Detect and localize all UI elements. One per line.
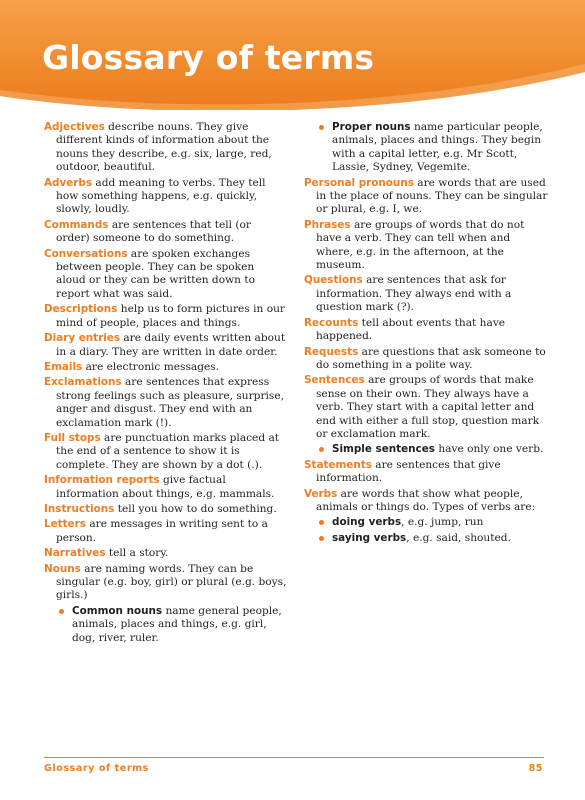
definition: are sentences that ask for information. They always end with a question mark (?).	[316, 274, 512, 314]
term: Nouns	[44, 562, 81, 575]
term: Adjectives	[44, 121, 105, 133]
glossary-left-column	[44, 121, 287, 647]
definition: are groups of words that do not have a verb. They can tell when and where, e.g. in the afternoon, at the museum.	[316, 218, 525, 272]
definition: are sentences that express strong feelings such as pleasure, surprise, anger and disgust. They end with an exclamation mark (!).	[56, 376, 284, 429]
glossary-right-column	[304, 121, 550, 547]
sub-term: Simple sentences	[332, 443, 435, 456]
term: Information reports	[44, 474, 160, 487]
glossary-entry	[44, 376, 287, 430]
definition: help us to form pictures in our mind of people, places and things.	[56, 303, 285, 329]
sub-term: Proper nouns	[332, 121, 411, 133]
definition: describe nouns. They give different kinds of information about the nouns they describe, e.g. six, large, red, outdoor, beautiful.	[56, 121, 272, 174]
glossary-entry	[44, 547, 287, 560]
sub-term: saying verbs	[332, 531, 407, 544]
glossary-entry	[304, 177, 550, 217]
glossary-entry	[304, 219, 550, 273]
term: Personal pronouns	[304, 176, 414, 189]
definition: , e.g. jump, run	[401, 516, 484, 529]
definition: are messages in writing sent to a person.	[56, 518, 268, 544]
term: Instructions	[44, 502, 115, 515]
term: Full stops	[44, 431, 101, 444]
bullet-dot-icon	[319, 536, 324, 541]
glossary-entry	[44, 303, 287, 330]
glossary-entry	[44, 432, 287, 472]
glossary-sub-entry	[56, 605, 287, 645]
definition: are groups of words that make sense on their own. They always have a verb. They start with a capital letter and end with either a full stop, question mark or exclamation mark.	[316, 374, 540, 440]
page-title: Glossary of terms	[42, 38, 375, 77]
glossary-sub-entry	[316, 443, 550, 456]
definition: are electronic messages.	[82, 360, 220, 373]
glossary-sub-entry	[316, 121, 550, 175]
term: Narratives	[44, 547, 106, 560]
glossary-entry	[304, 488, 550, 515]
sub-term: doing verbs	[332, 516, 402, 529]
term: Diary entries	[44, 332, 121, 345]
glossary-entry	[44, 503, 287, 516]
glossary-entry	[304, 459, 550, 486]
term: Exclamations	[44, 376, 122, 389]
bullet-dot-icon	[59, 609, 64, 614]
glossary-entry	[304, 317, 550, 344]
sub-term: Common nouns	[72, 604, 163, 617]
glossary-entry	[304, 346, 550, 373]
term: Letters	[44, 518, 86, 531]
definition: are naming words. They can be singular (e.g. boy, girl) or plural (e.g. boys, girls.)	[56, 562, 287, 602]
definition: are sentences that give information.	[316, 458, 501, 485]
glossary-entry	[44, 563, 287, 603]
term: Requests	[304, 345, 359, 358]
definition: are sentences that tell (or order) someone to do something.	[56, 218, 251, 245]
term: Questions	[304, 274, 363, 287]
term: Commands	[44, 218, 109, 231]
term: Conversations	[44, 247, 128, 260]
glossary-entry	[304, 274, 550, 314]
bullet-dot-icon	[319, 447, 324, 452]
term: Statements	[304, 458, 372, 471]
definition: are spoken exchanges between people. They can be spoken aloud or they can be written down to report what was said.	[56, 247, 255, 300]
glossary-entry	[44, 474, 287, 501]
term: Sentences	[304, 374, 365, 387]
glossary-entry	[44, 219, 287, 246]
definition: have only one verb.	[434, 443, 544, 456]
term: Emails	[44, 360, 83, 373]
term: Descriptions	[44, 303, 118, 316]
glossary-entry	[44, 361, 287, 374]
definition: , e.g. said, shouted.	[406, 531, 511, 544]
definition: are words that are used in the place of nouns. They can be singular or plural, e.g. I, we.	[316, 176, 548, 216]
glossary-entry	[44, 248, 287, 302]
glossary-sub-entry	[316, 516, 550, 529]
glossary-entry	[44, 332, 287, 359]
definition: tell you how to do something.	[114, 502, 277, 515]
definition: add meaning to verbs. They tell how something happens, e.g. quickly, slowly, loudly.	[56, 176, 266, 216]
bullet-dot-icon	[319, 520, 324, 525]
term: Recounts	[304, 316, 359, 329]
glossary-entry	[44, 518, 287, 545]
term: Phrases	[304, 218, 351, 231]
page-number: 85	[528, 763, 543, 774]
definition: are punctuation marks placed at the end of a sentence to show it is complete. They are shown by a dot (.).	[56, 431, 280, 471]
bullet-dot-icon	[319, 125, 324, 130]
footer-divider	[44, 757, 544, 758]
term: Verbs	[304, 487, 338, 500]
footer-section-title: Glossary of terms	[44, 763, 149, 774]
definition: name general people, animals, places and things, e.g. girl, dog, river, ruler.	[72, 604, 282, 644]
definition: name particular people, animals, places and things. They begin with a capital letter, e.g. Mr Scott, Lassie, Sydney, Vegemite.	[332, 121, 543, 174]
term: Adverbs	[44, 176, 93, 189]
definition: tell a story.	[105, 547, 169, 560]
definition: are questions that ask someone to do something in a polite way.	[316, 345, 546, 371]
definition: are daily events written about in a diary. They are written in date order.	[56, 332, 286, 358]
definition: are words that show what people, animals or things do. Types of verbs are:	[316, 487, 536, 513]
glossary-entry	[304, 374, 550, 441]
definition: tell about events that have happened.	[316, 316, 506, 343]
glossary-entry	[44, 121, 287, 175]
glossary-sub-entry	[316, 532, 550, 545]
glossary-entry	[44, 177, 287, 217]
definition: give factual information about things, e.g. mammals.	[56, 474, 275, 500]
